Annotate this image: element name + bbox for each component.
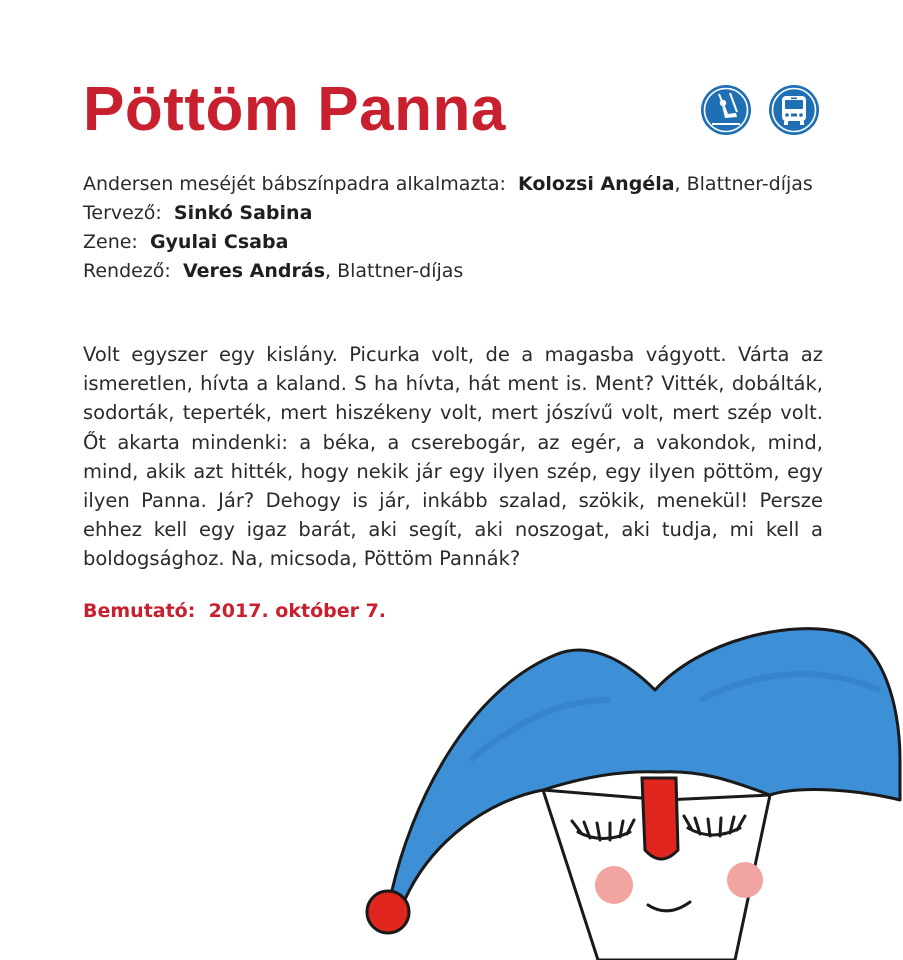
pompom [367, 891, 409, 933]
nose [642, 778, 678, 859]
synopsis-paragraph: Volt egyszer egy kislány. Picurka volt, de a magasba vágyott. Várta az ismeretlen, hívta a kaland. S ha hívta, hát ment is. Ment? Vitték, dobálták, sodorták, teperték, mert hiszékeny volt, mert jószívű volt, mert szép volt. Őt akarta mindenki: a béka, a cserebogár, az egér, a vakondok, mind, mind, akik azt hitték, hogy nekik jár egy ilyen szép, egy ilyen pöttöm, egy ilyen Panna. Jár? Dehogy is jár, inkább szalad, szökik, menekül! Persze ehhez kell egy igaz barát, aki segít, aki noszogat, aki tudja, mi kell a boldogsághoz. Na, micsoda, Pöttöm Pannák? [83, 343, 823, 571]
swing-icon [700, 84, 752, 136]
credit-line-music: Zene: Gyulai Csaba [83, 231, 289, 253]
credit-line-adaptation: Andersen meséjét bábszínpadra alkalmazta: Kolozsi Angéla, Blattner-díjas [83, 173, 813, 195]
credit-line-director: Rendező: Veres András, Blattner-díjas [83, 260, 464, 282]
right-cheek [727, 862, 763, 898]
jester-illustration [360, 610, 903, 960]
credit-line-designer: Tervező: Sinkó Sabina [83, 202, 313, 224]
page-title: Pöttöm Panna [83, 75, 506, 144]
left-cheek [595, 866, 633, 904]
credits-block [83, 170, 873, 286]
premiere-line: Bemutató: 2017. október 7. [83, 600, 387, 622]
bus-icon [768, 84, 820, 136]
